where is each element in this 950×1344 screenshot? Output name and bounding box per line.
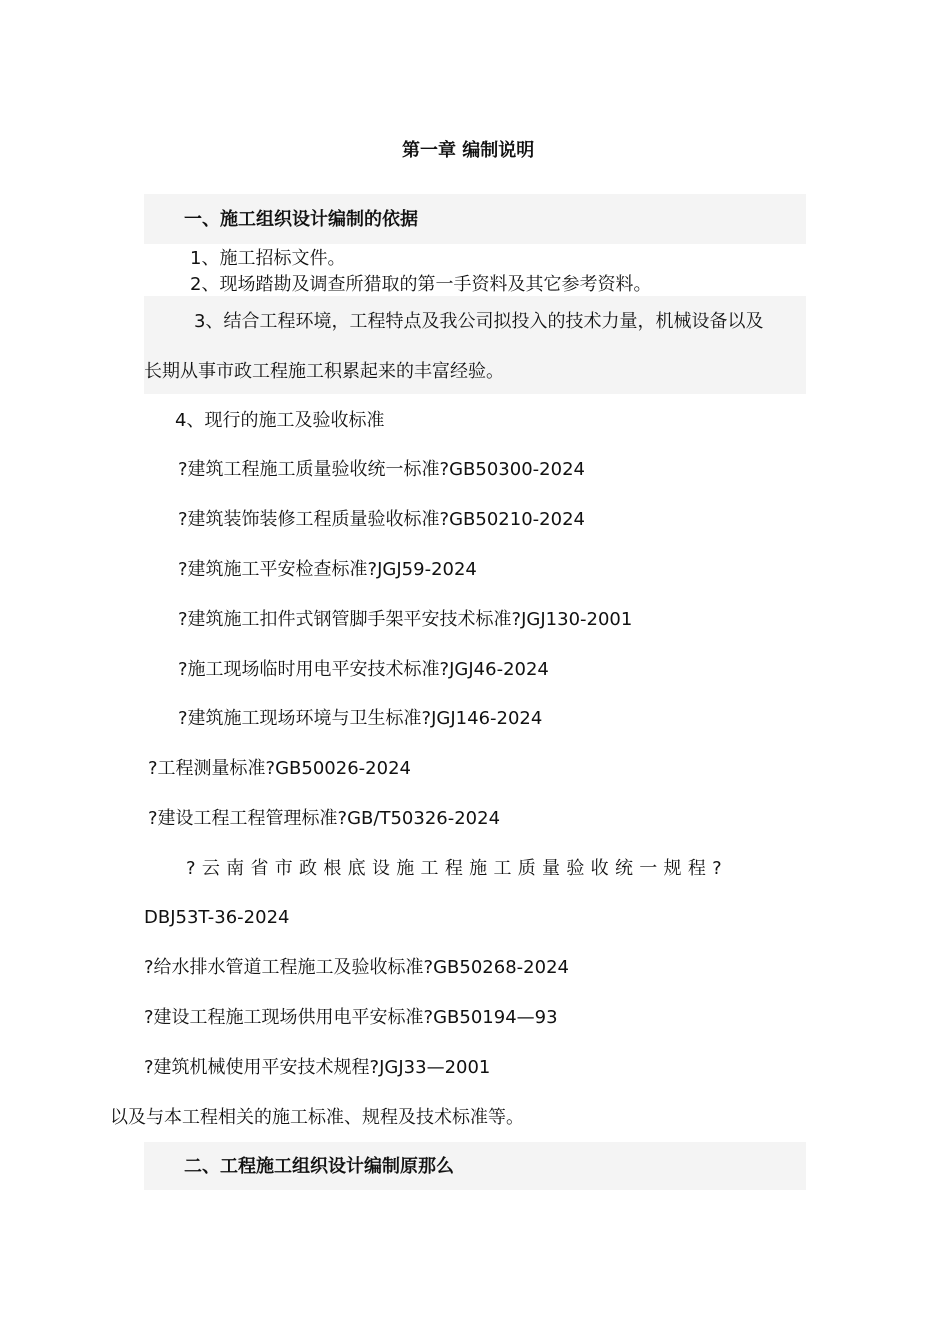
standard-item: ?建筑施工现场环境与卫生标准?JGJ146-2024 [178, 708, 543, 729]
standard-item: ?建筑施工平安检查标准?JGJ59-2024 [178, 559, 477, 580]
closing-line: 以及与本工程相关的施工标准、规程及技术标准等。 [110, 1107, 524, 1128]
standard-item: ?施工现场临时用电平安技术标准?JGJ46-2024 [178, 659, 549, 680]
standard-item: ?建设工程施工现场供用电平安标准?GB50194—93 [144, 1007, 558, 1028]
standard-item: ?建筑机械使用平安技术规程?JGJ33—2001 [144, 1057, 491, 1078]
standard-item: ?给水排水管道工程施工及验收标准?GB50268-2024 [144, 957, 569, 978]
standard-item-cont: DBJ53T-36-2024 [144, 907, 290, 928]
basis-item-3-cont: 长期从事市政工程施工积累起来的丰富经验。 [144, 361, 504, 382]
basis-item-4: 4、现行的施工及验收标准 [175, 410, 385, 431]
basis-item-2: 2、现场踏勘及调查所猎取的第一手资料及其它参考资料。 [190, 274, 652, 295]
standard-item: ?建筑装饰装修工程质量验收标准?GB50210-2024 [178, 509, 585, 530]
standard-item: ?建筑施工扣件式钢管脚手架平安技术标准?JGJ130-2001 [178, 609, 633, 630]
standard-item: ?建筑工程施工质量验收统一标准?GB50300-2024 [178, 459, 585, 480]
standard-item: ?工程测量标准?GB50026-2024 [148, 758, 411, 779]
chapter-title: 第一章 编制说明 [402, 140, 535, 161]
basis-item-3: 3、结合工程环境，工程特点及我公司拟投入的技术力量，机械设备以及 [194, 311, 764, 332]
basis-item-1: 1、施工招标文件。 [190, 248, 346, 269]
standard-item: ?建设工程工程管理标准?GB/T50326-2024 [148, 808, 501, 829]
section1-heading: 一、施工组织设计编制的依据 [184, 209, 418, 230]
section2-heading: 二、工程施工组织设计编制原那么 [184, 1156, 454, 1177]
standard-item: ?云南省市政根底设施工程施工质量验收统一规程? [186, 858, 729, 879]
